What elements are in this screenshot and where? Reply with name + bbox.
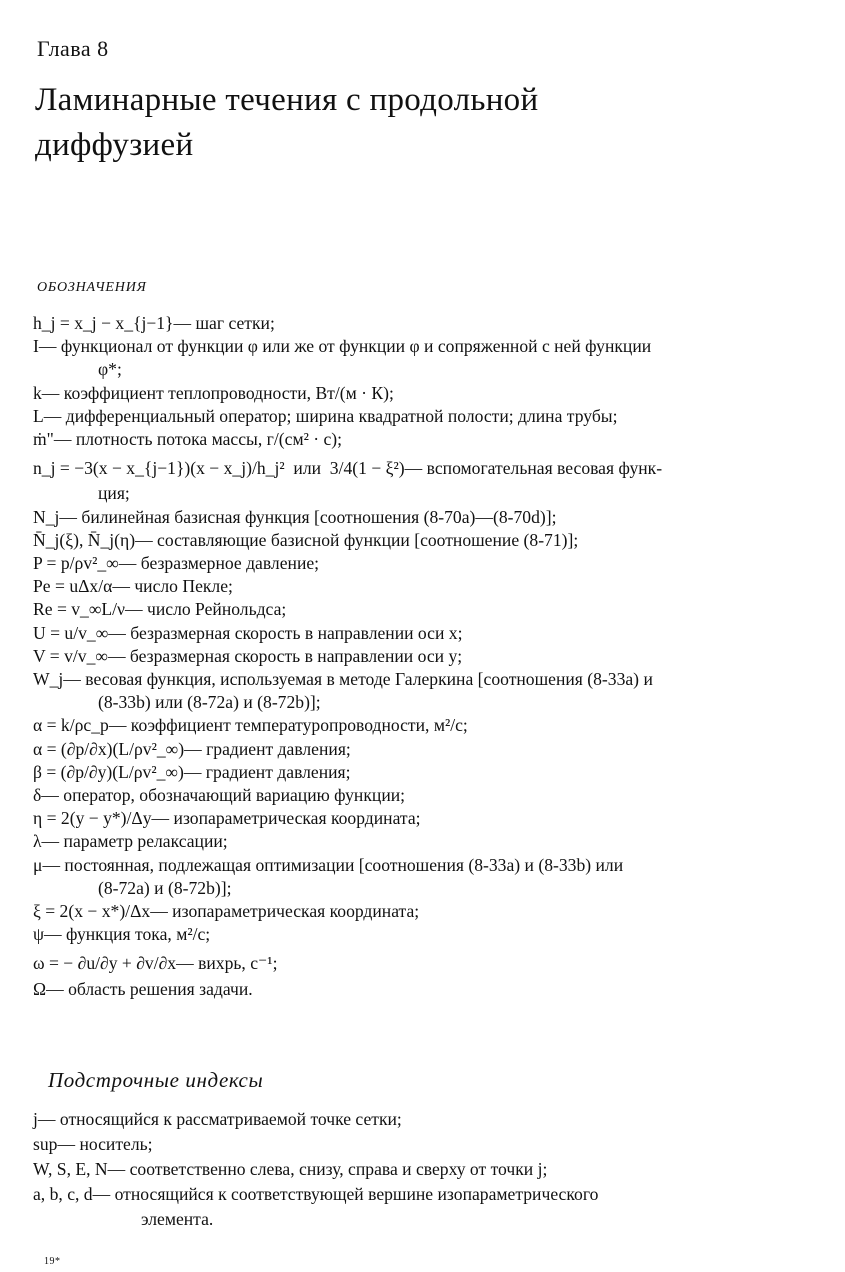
notation-text: — безразмерное давление;	[118, 553, 320, 574]
notation-item-V	[33, 645, 808, 668]
notation-text: — число Рейнольдса;	[125, 599, 287, 620]
notation-symbol: W_j	[33, 669, 64, 690]
notation-item-lambda	[33, 830, 808, 853]
notation-text: — оператор, обозначающий вариацию функции;	[41, 785, 406, 806]
notation-symbol: N̄_j(ξ), N̄_j(η)	[33, 529, 136, 550]
subscript-symbol: j	[33, 1109, 38, 1129]
notation-continuation: φ*;	[98, 359, 122, 380]
notation-text: — число Пекле;	[112, 576, 233, 597]
notation-symbol: ψ	[33, 924, 45, 945]
notation-item-eta	[33, 807, 808, 830]
notation-item-L	[33, 405, 808, 428]
notation-list	[33, 312, 808, 1001]
notation-item-beta	[33, 761, 808, 784]
notation-text: — область решения задачи.	[46, 978, 253, 999]
notation-item-Omega	[33, 978, 808, 1001]
title-line-2: диффузией	[35, 127, 194, 163]
chapter-label: Глава 8	[37, 36, 109, 61]
notation-text: — постоянная, подлежащая оптимизации [соотношения (8-33a) и (8-33b) или	[42, 854, 624, 875]
notation-symbol: ṁ"	[33, 429, 54, 450]
notation-symbol: U = u/v_∞	[33, 622, 109, 643]
notation-symbol: λ	[33, 831, 42, 852]
notation-symbol: V = v/v_∞	[33, 645, 108, 666]
notation-symbol: P = p/ρv²_∞	[33, 553, 119, 574]
notation-item-mdot	[33, 428, 808, 451]
notation-item-alpha-gradient	[33, 738, 808, 761]
notation-item-mu	[33, 854, 808, 877]
notation-symbol: L	[33, 405, 44, 426]
notation-text: — изопараметрическая координата;	[150, 901, 420, 922]
subscript-item-j	[33, 1107, 808, 1132]
notation-heading: ОБОЗНАЧЕНИЯ	[37, 280, 147, 295]
subscripts-list	[33, 1107, 808, 1232]
notation-item-omega	[33, 946, 808, 977]
notation-item-I	[33, 335, 808, 358]
subscript-item-sup	[33, 1132, 808, 1157]
notation-symbol: ξ = 2(x − x*)/Δx	[33, 901, 151, 922]
chapter-title	[35, 78, 815, 168]
notation-continuation: (8-33b) или (8-72a) и (8-72b)];	[98, 692, 321, 713]
notation-symbol: Ω	[33, 978, 47, 999]
notation-item-Pe	[33, 575, 808, 598]
notation-symbol: I	[33, 336, 39, 357]
notation-symbol: β = (∂p/∂y)(L/ρv²_∞)	[33, 761, 184, 782]
subscript-symbol: sup	[33, 1134, 58, 1154]
notation-symbol: h_j = x_j − x_{j−1}	[33, 313, 174, 333]
notation-text: — шаг сетки;	[173, 313, 275, 333]
notation-text: — изопараметрическая координата;	[151, 808, 421, 829]
notation-text: — коэффициент теплопроводности, Вт/(м · К);	[41, 382, 394, 403]
subscript-text: — относящийся к рассматриваемой точке сетки;	[37, 1109, 402, 1129]
notation-symbol: ω = − ∂u/∂y + ∂v/∂x	[33, 953, 177, 974]
subscript-item-abcd	[33, 1182, 808, 1207]
subscript-symbol: W, S, E, N	[33, 1159, 108, 1179]
notation-text: — градиент давления;	[184, 738, 351, 759]
notation-text: — билинейная базисная функция [соотношения (8-70a)—(8-70d)];	[59, 506, 557, 527]
notation-text: — вихрь, с⁻¹;	[176, 953, 278, 974]
notation-item-Re	[33, 598, 808, 621]
notation-text: — функционал от функции φ или же от функции φ и сопряженной с ней функции	[38, 336, 652, 357]
notation-text: — градиент давления;	[183, 761, 351, 782]
subscript-continuation: элемента.	[141, 1209, 214, 1229]
notation-symbol: δ	[33, 785, 42, 806]
notation-symbol: n_j = −3(x − x_{j−1})(x − x_j)/h_j² или 3/4(1 − ξ²)	[33, 458, 405, 479]
notation-symbol: α = k/ρc_p	[33, 715, 109, 736]
notation-item-U	[33, 622, 808, 645]
notation-item-W	[33, 668, 808, 691]
subscripts-heading: Подстрочные индексы	[48, 1068, 264, 1092]
signature-mark: 19*	[44, 1256, 61, 1267]
notation-symbol: Re = v_∞L/ν	[33, 599, 125, 620]
notation-text: — безразмерная скорость в направлении оси x;	[108, 622, 463, 643]
notation-symbol: N_j	[33, 506, 60, 527]
notation-item-psi	[33, 923, 808, 946]
title-line-1: Ламинарные течения с продольной	[35, 82, 539, 118]
notation-item-N	[33, 506, 808, 529]
notation-symbol: μ	[33, 854, 43, 875]
notation-symbol: k	[33, 382, 42, 403]
notation-text: — весовая функция, используемая в методе Галеркина [соотношения (8-33a) и	[63, 669, 653, 690]
notation-item-alpha	[33, 714, 808, 737]
subscript-symbol: a, b, c, d	[33, 1184, 93, 1204]
notation-symbol: Pe = uΔx/α	[33, 576, 113, 597]
subscript-text: — носитель;	[57, 1134, 153, 1154]
notation-symbol: η = 2(y − y*)/Δy	[33, 808, 152, 829]
notation-text: — вспомогательная весовая функ-	[404, 458, 663, 479]
notation-text: — безразмерная скорость в направлении оси y;	[107, 645, 463, 666]
notation-item-xi	[33, 900, 808, 923]
notation-item-delta	[33, 784, 808, 807]
notation-text: — плотность потока массы, г/(см² · с);	[53, 429, 343, 450]
notation-text: — функция тока, м²/с;	[44, 924, 211, 945]
notation-text: — составляющие базисной функции [соотношение (8-71)];	[135, 529, 579, 550]
subscript-text: — относящийся к соответствующей вершине изопараметрического	[92, 1184, 599, 1204]
notation-text: — параметр релаксации;	[41, 831, 228, 852]
notation-continuation: ция;	[98, 483, 130, 504]
notation-item-n	[33, 451, 808, 482]
notation-text: — дифференциальный оператор; ширина квадратной полости; длина трубы;	[43, 405, 618, 426]
notation-item-P	[33, 552, 808, 575]
subscript-text: — соответственно слева, снизу, справа и сверху от точки j;	[107, 1159, 548, 1179]
subscript-item-wsen	[33, 1157, 808, 1182]
notation-text: — коэффициент температуропроводности, м²/с;	[108, 715, 468, 736]
notation-item-k	[33, 382, 808, 405]
notation-item-h	[33, 312, 808, 335]
notation-continuation: (8-72a) и (8-72b)];	[98, 877, 232, 898]
notation-item-Nbar	[33, 529, 808, 552]
notation-symbol: α = (∂p/∂x)(L/ρv²_∞)	[33, 738, 185, 759]
